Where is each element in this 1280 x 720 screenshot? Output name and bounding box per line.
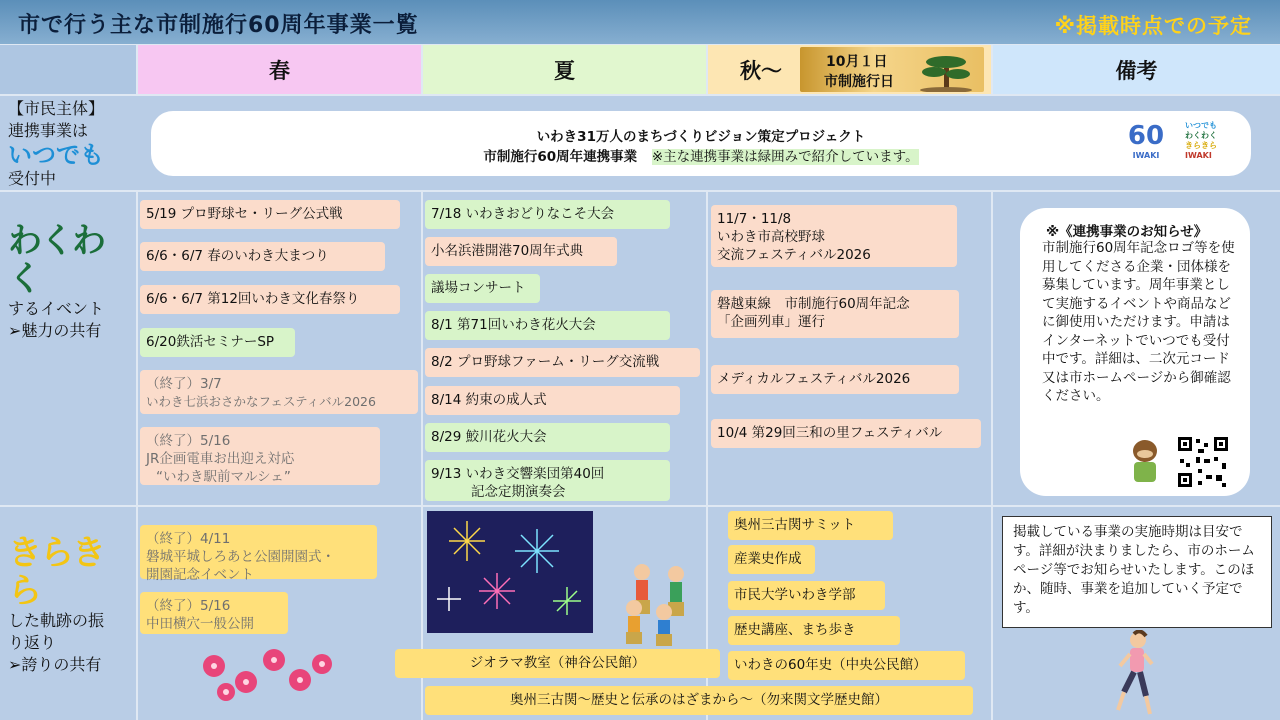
itsudemo-word: いつでも: [8, 141, 104, 169]
event-item: 小名浜港開港70周年式典: [425, 237, 617, 266]
schedule-disclaimer: 掲載している事業の実施時期は目安です。詳細が決まりましたら、市のホームページ等でお知らせいたします。このほか、随時、事業を追加していく予定です。: [1002, 516, 1272, 628]
banner-line2-main: 市制施行60周年連携事業: [483, 149, 638, 165]
slogan-logo: [1185, 121, 1235, 161]
event-item: 8/1 第71回いわき花火大会: [425, 311, 670, 340]
fireworks-illustration: [427, 511, 593, 633]
pine-tree-icon: [918, 48, 974, 92]
row3-label-line3: ➢誇りの共有: [8, 655, 102, 674]
anniversary-badge: [800, 47, 984, 92]
row2-label: [8, 222, 134, 342]
header-remarks: 備考: [993, 45, 1280, 94]
qr-code-icon: [1176, 435, 1230, 489]
event-item: ジオラマ教室（神谷公民館）: [395, 649, 720, 678]
notice-heading: ※《連携事業のお知らせ》: [1046, 224, 1208, 240]
event-item: 奥州三古関サミット: [728, 511, 893, 540]
slogan-line1: いつでも: [1185, 121, 1217, 130]
flowers-illustration: [196, 646, 336, 706]
kirakira-word: きらきら: [8, 533, 104, 611]
vision-banner: [151, 111, 1251, 176]
row2-label-line1: するイベント: [8, 299, 105, 318]
runner-illustration: [1114, 630, 1158, 718]
badge-line2: 市制施行日: [824, 74, 894, 90]
header-autumn-label: 秋～: [740, 58, 782, 83]
badge-line1: 10月１日: [826, 54, 888, 70]
partner-notice-panel: [1020, 208, 1250, 496]
row3-label-line1: した軌跡の振: [8, 611, 105, 630]
header-autumn: [708, 45, 991, 94]
dancers-illustration: [612, 558, 702, 648]
event-item: メディカルフェスティバル2026: [711, 365, 959, 394]
event-item: 8/29 鮫川花火大会: [425, 423, 670, 452]
row1-label-line3: 受付中: [8, 169, 57, 188]
event-item: 奥州三古関～歴史と伝承のはざまから～（勿来関文学歴史館）: [425, 686, 973, 715]
header-summer: 夏: [423, 45, 706, 94]
event-item: 11/7・11/8 いわき市高校野球 交流フェスティバル2026: [711, 205, 957, 267]
logo-sub: IWAKI: [1132, 151, 1160, 160]
event-item-finished: （終了）4/11 磐城平城しろあと公園開園式・ 開園記念イベント: [140, 525, 377, 579]
event-item: 議場コンサート: [425, 274, 540, 303]
header-spring: 春: [138, 45, 421, 94]
row3-label-line2: り返り: [8, 633, 57, 652]
event-item: 市民大学いわき学部: [728, 581, 885, 610]
event-item: 8/14 約束の成人式: [425, 386, 680, 415]
banner-line1: いわき31万人のまちづくりビジョン策定プロジェクト: [536, 129, 866, 145]
event-item: 磐越東線 市制施行60周年記念 「企画列車」運行: [711, 290, 959, 338]
row2-label-line2: ➢魅力の共有: [8, 321, 102, 340]
event-item: 7/18 いわきおどりなこそ大会: [425, 200, 670, 229]
corner-cell: [0, 45, 136, 94]
event-item: いわきの60年史（中央公民館）: [728, 651, 965, 680]
event-item: 6/20鉄活セミナーSP: [140, 328, 295, 357]
event-item: 5/19 プロ野球セ・リーグ公式戦: [140, 200, 400, 229]
anniversary-logo: [1123, 121, 1169, 165]
event-item: 10/4 第29回三和の里フェスティバル: [711, 419, 981, 448]
wakuwaku-word: わくわく: [8, 221, 104, 299]
notice-body: 市制施行60周年記念ロゴ等を使用してくださる企業・団体様を募集しています。周年事業として実施するイベントや商品などに御使用いただけます。申請はインターネットでいつでも受付中です。詳細は、二次元コード又は市ホームページから御確認ください。: [1042, 240, 1235, 404]
row1-label: [8, 98, 134, 190]
event-item: 歴史講座、まち歩き: [728, 616, 900, 645]
banner-line2-note: ※主な連携事業は緑囲みで紹介しています。: [651, 149, 919, 165]
schedule-note: ※掲載時点での予定: [1054, 14, 1252, 38]
slogan-line3: きらきら: [1185, 141, 1217, 150]
event-item: 8/2 プロ野球ファーム・リーグ交流戦: [425, 348, 700, 377]
event-item-finished: （終了）3/7 いわき七浜おさかなフェスティバル2026: [140, 370, 418, 414]
event-item: 6/6・6/7 第12回いわき文化春祭り: [140, 285, 400, 314]
event-item-finished: （終了）5/16 JR企画電車お出迎え対応 “いわき駅前マルシェ”: [140, 427, 380, 485]
page-title: 市で行う主な市制施行60周年事業一覧: [18, 13, 419, 38]
event-item: 産業史作成: [728, 545, 815, 574]
slogan-line4: IWAKI: [1185, 151, 1212, 160]
slogan-line2: わくわく: [1185, 131, 1217, 140]
banner-line2: [151, 145, 1251, 165]
event-item: 6/6・6/7 春のいわき大まつり: [140, 242, 385, 271]
row1-label-line1: 【市民主体】: [8, 99, 105, 118]
row3-label: [8, 534, 134, 676]
event-item: 9/13 いわき交響楽団第40回 記念定期演奏会: [425, 460, 670, 501]
event-item-finished: （終了）5/16 中田横穴一般公開: [140, 592, 288, 634]
row1-label-line2: 連携事業は: [8, 121, 89, 140]
logo-number: 60: [1127, 121, 1165, 151]
mascot-icon: [1130, 440, 1160, 484]
